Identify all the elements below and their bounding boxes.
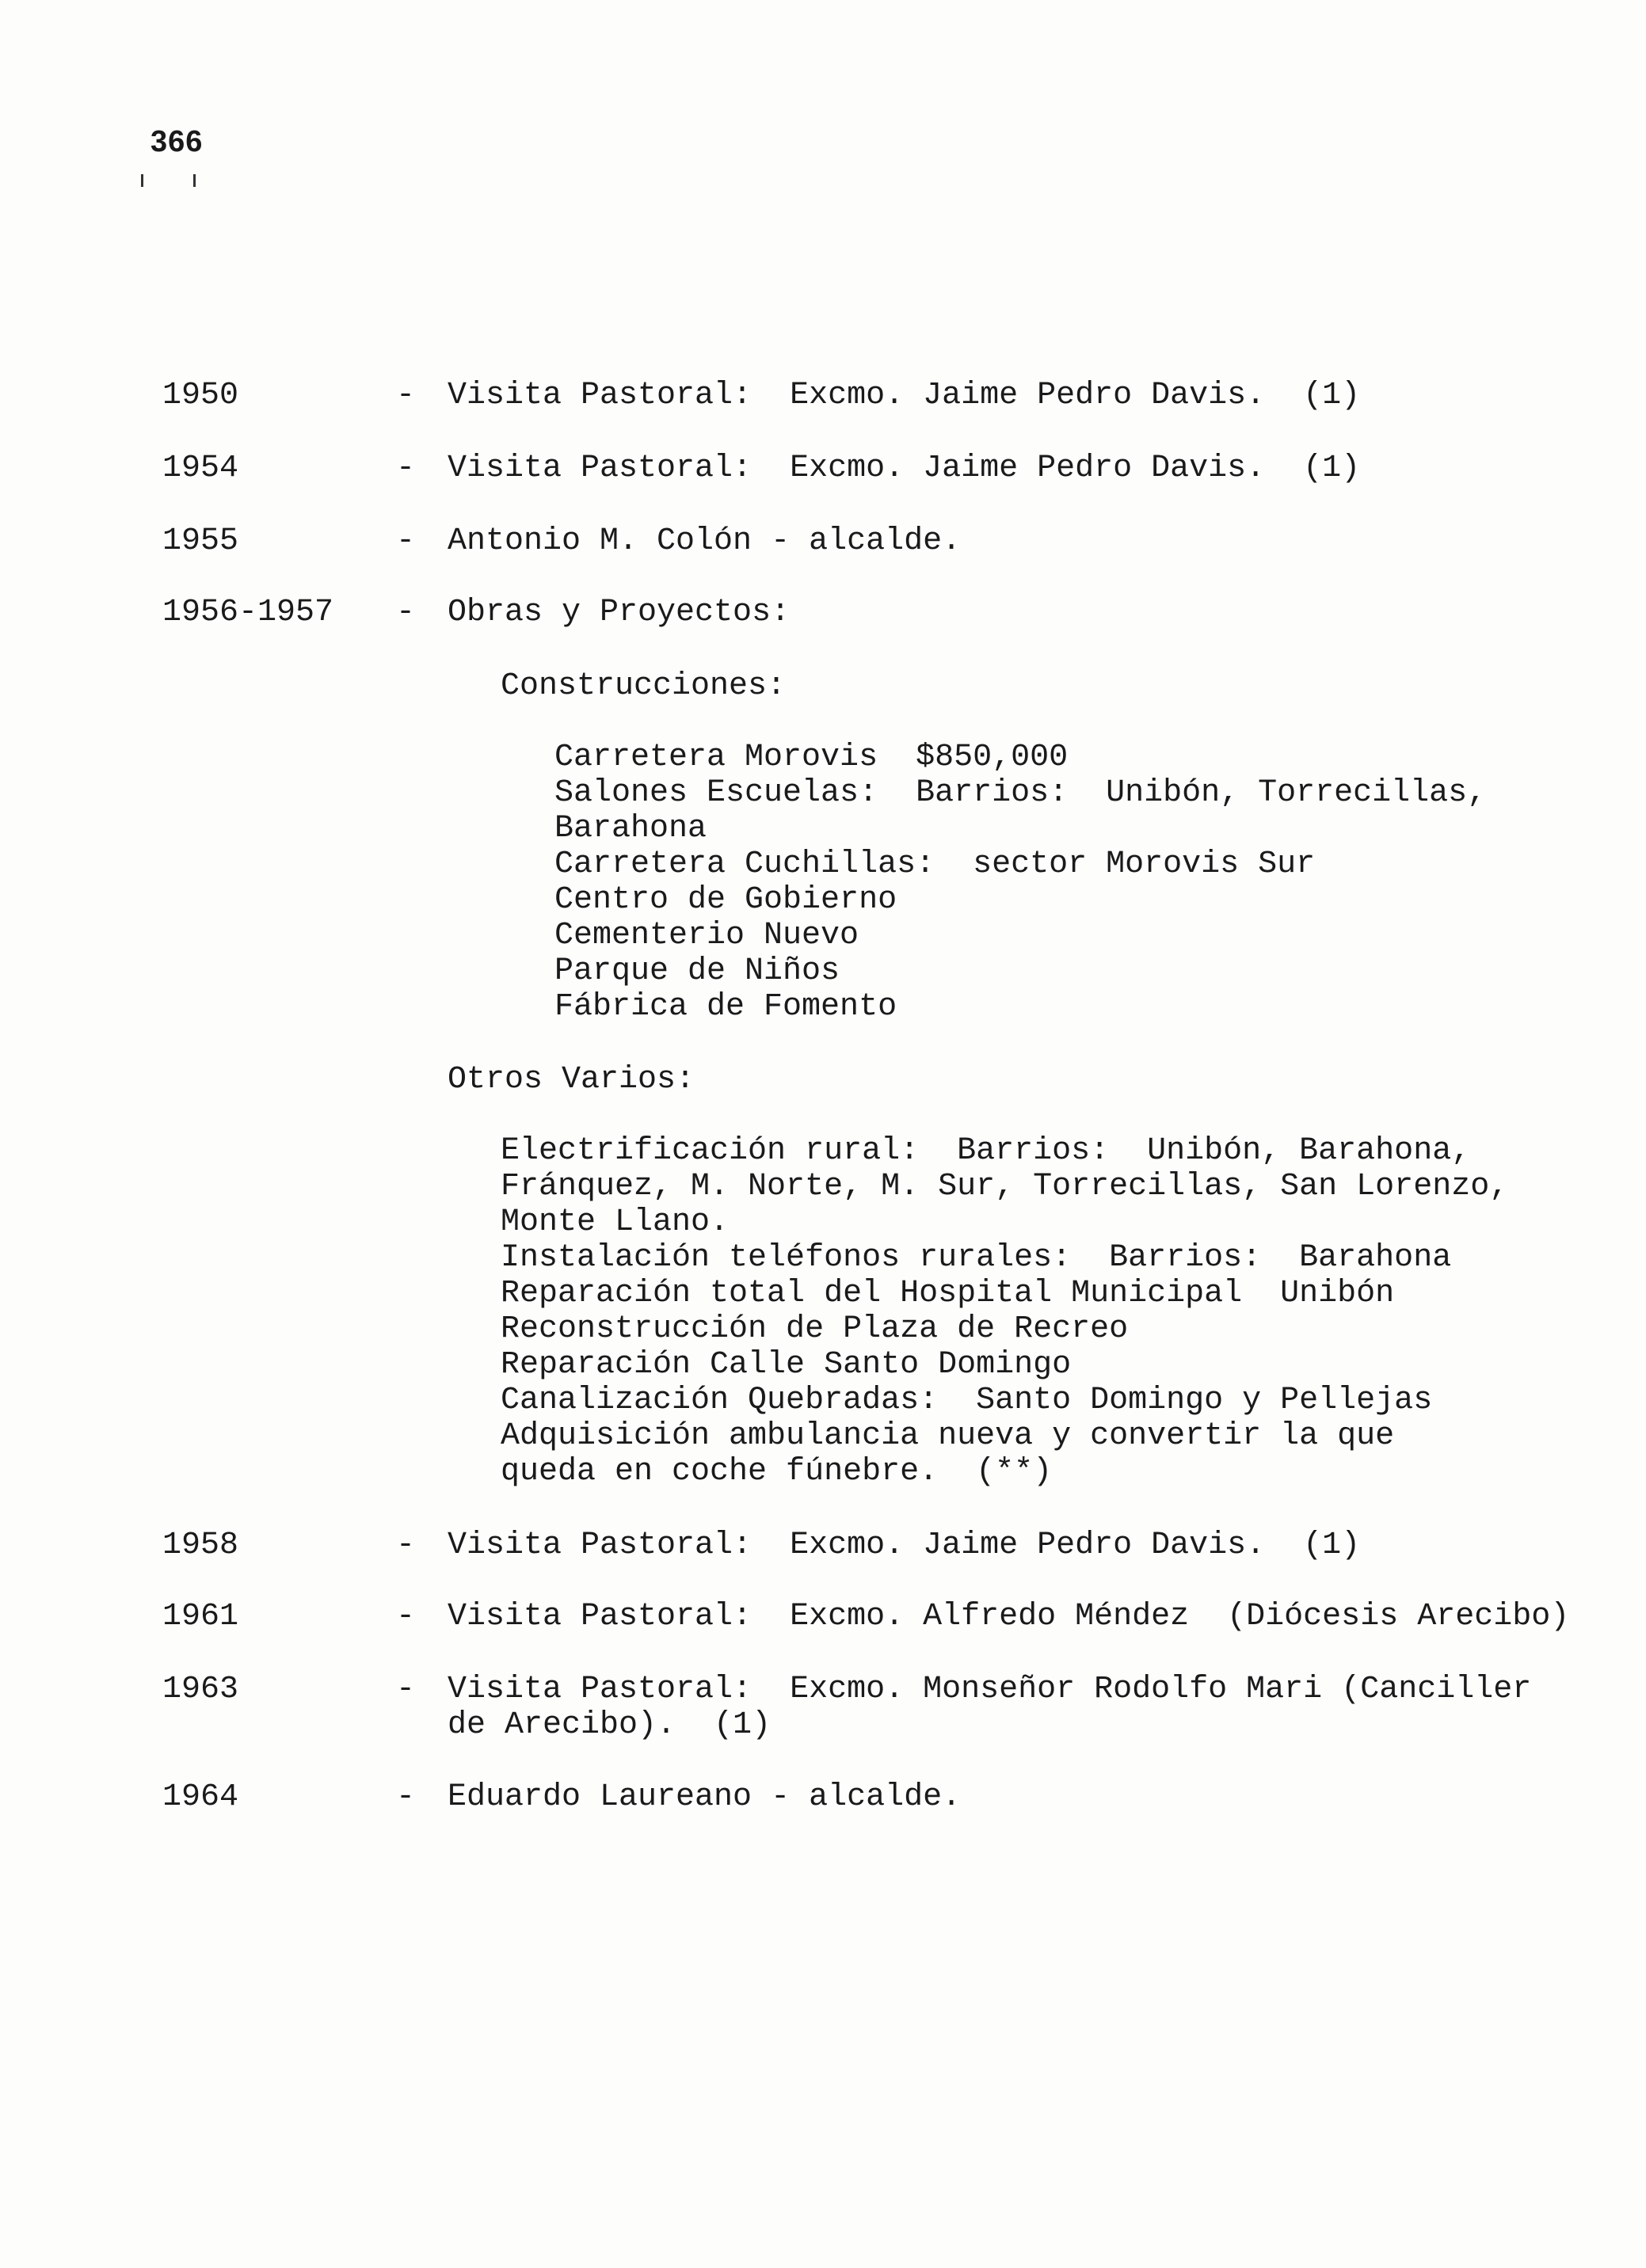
entry-dash: -: [396, 1779, 416, 1815]
entry-text: Visita Pastoral: Excmo. Jaime Pedro Davis. (1): [448, 378, 1361, 413]
entry-dash: -: [396, 523, 416, 559]
scan-mark: [141, 174, 143, 187]
entry-year: 1956-1957: [162, 595, 334, 630]
entry-text: Visita Pastoral: Excmo. Alfredo Méndez (Diócesis Arecibo): [448, 1599, 1570, 1634]
list-item: Cementerio Nuevo: [554, 918, 859, 953]
entry-year: 1961: [162, 1599, 239, 1634]
entry-year: 1963: [162, 1672, 239, 1707]
list-item: Instalación teléfonos rurales: Barrios: Barahona: [501, 1240, 1452, 1276]
list-item: Salones Escuelas: Barrios: Unibón, Torrecillas,: [554, 775, 1487, 811]
scan-mark: [193, 174, 196, 187]
entry-text: Eduardo Laureano - alcalde.: [448, 1779, 962, 1815]
entry-year: 1954: [162, 451, 239, 486]
section-heading-construcciones: Construcciones:: [501, 668, 787, 704]
list-item: Carretera Morovis $850,000: [554, 740, 1069, 775]
entry-dash: -: [396, 451, 416, 486]
list-item: Canalización Quebradas: Santo Domingo y Pellejas: [501, 1383, 1433, 1418]
list-item: Reconstrucción de Plaza de Recreo: [501, 1311, 1129, 1347]
list-item: Fábrica de Fomento: [554, 989, 897, 1025]
list-item: Barahona: [554, 811, 707, 847]
page-number: 366: [151, 125, 204, 158]
list-item: Parque de Niños: [554, 953, 840, 989]
entry-text: Visita Pastoral: Excmo. Jaime Pedro Davis. (1): [448, 1528, 1361, 1563]
list-item: Monte Llano.: [501, 1204, 730, 1240]
entry-year: 1950: [162, 378, 239, 413]
entry-text-continued: de Arecibo). (1): [448, 1707, 772, 1743]
list-item: Centro de Gobierno: [554, 882, 897, 918]
entry-text: Visita Pastoral: Excmo. Monseñor Rodolfo Mari (Canciller: [448, 1672, 1532, 1707]
entry-year: 1958: [162, 1528, 239, 1563]
entry-year: 1964: [162, 1779, 239, 1815]
entry-year: 1955: [162, 523, 239, 559]
list-item: Electrificación rural: Barrios: Unibón, Barahona,: [501, 1133, 1471, 1169]
list-item: Carretera Cuchillas: sector Morovis Sur: [554, 847, 1316, 882]
entry-dash: -: [396, 1528, 416, 1563]
entry-dash: -: [396, 595, 416, 630]
list-item: queda en coche fúnebre. (**): [501, 1454, 1053, 1490]
entry-dash: -: [396, 1599, 416, 1634]
entry-text: Antonio M. Colón - alcalde.: [448, 523, 962, 559]
entry-text: Visita Pastoral: Excmo. Jaime Pedro Davis. (1): [448, 451, 1361, 486]
list-item: Reparación Calle Santo Domingo: [501, 1347, 1072, 1383]
entry-dash: -: [396, 378, 416, 413]
list-item: Reparación total del Hospital Municipal Unibón: [501, 1276, 1395, 1311]
entry-text: Obras y Proyectos:: [448, 595, 791, 630]
list-item: Fránquez, M. Norte, M. Sur, Torrecillas, San Lorenzo,: [501, 1169, 1509, 1204]
section-heading-otros: Otros Varios:: [448, 1062, 695, 1098]
entry-dash: -: [396, 1672, 416, 1707]
list-item: Adquisición ambulancia nueva y convertir la que: [501, 1418, 1395, 1454]
